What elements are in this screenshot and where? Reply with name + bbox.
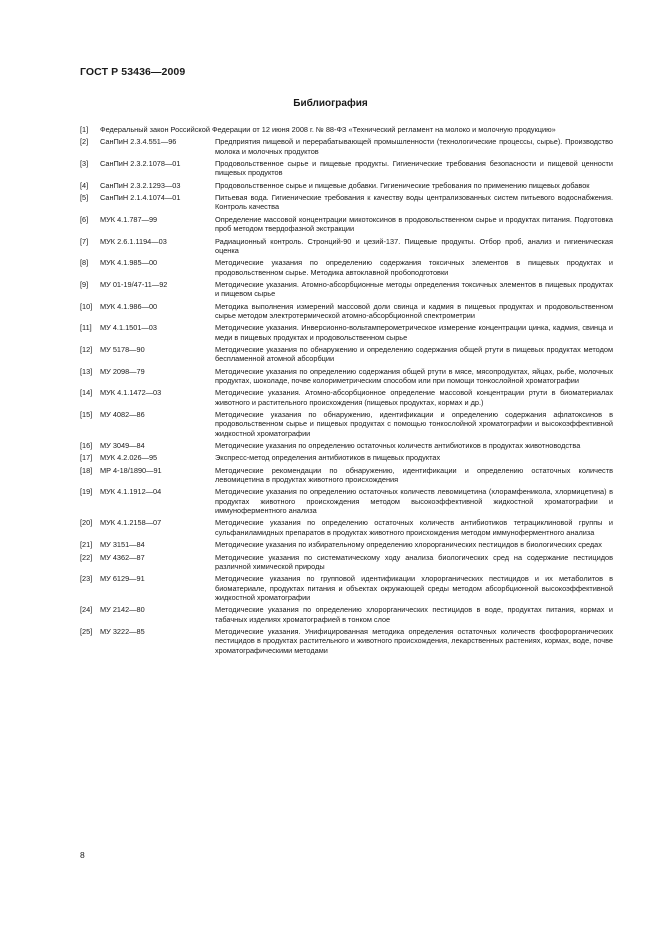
bibliography-entry [80,466,613,485]
entry-number: [21] [80,540,93,550]
bibliography-entry [80,125,613,134]
entry-description: Методические указания по определению содержания общей ртути в мясе, мясопродуктах, яйцах, рыбе, молочных продуктах, шоколаде, почве колориметрическим способом или при помощи тонкослойной хроматографии [215,366,613,385]
entry-code: МУ 4.1.1501—03 [100,323,157,333]
entry-code: СанПиН 2.1.4.1074—01 [100,193,181,203]
entry-description: Методические указания по определению остаточных количеств антибиотиков тетрациклиновой группы и сульфаниламидных препаратов в продуктах животного происхождения методом иммуноферментного анализа [215,518,613,537]
entry-description: Методика выполнения измерений массовой доли свинца и кадмия в пищевых продуктах и продовольственном сырье методом электротермической атомно-абсорбционной спектрометрии [215,301,613,320]
entry-description: Методические указания по определению остаточных количеств левомицетина (хлорамфеникола, хлормицетина) в продуктах животного происхождения методом высокоэффективной жидкостной хроматографии и иммуноферментного анализа [215,487,613,516]
entry-code: СанПиН 2.3.4.551—96 [100,137,177,147]
entry-number: [2] [80,137,89,147]
entry-code: МУ 4362—87 [100,552,145,562]
entry-code: МУ 3222—85 [100,626,145,636]
entry-code: МУ 3151—84 [100,540,145,550]
entry-description: Методические указания по определению остаточных количеств антибиотиков в продуктах животноводства [215,441,581,451]
entry-code: МУК 4.1.2158—07 [100,518,162,528]
entry-description: Методические указания по определению хлорорганических пестицидов в воде, продуктах питания, кормах и табачных изделиях хроматографией в тонком слое [215,605,613,624]
entry-description: Федеральный закон Российской Федерации от 12 июня 2008 г. № 88-ФЗ «Технический регламент на молоко и молочную продукцию» [100,125,556,134]
entry-description: Питьевая вода. Гигиенические требования к качеству воды централизованных систем питьевого водоснабжения. Контроль качества [215,193,613,212]
bibliography-entry [80,410,613,438]
bibliography-entry [80,193,613,212]
entry-description: Методические указания по избирательному определению хлорорганических пестицидов в биологических средах [215,540,602,550]
entry-number: [13] [80,366,93,376]
entry-number: [15] [80,410,93,420]
entry-number: [9] [80,279,89,289]
bibliography-entry [80,540,613,549]
entry-number: [23] [80,574,93,584]
entry-number: [25] [80,626,93,636]
bibliography-entry [80,302,613,321]
entry-number: [14] [80,388,93,398]
entry-number: [5] [80,193,89,203]
bibliography-entry [80,453,613,462]
entry-code: МУ 4082—86 [100,410,145,420]
entry-code: МР 4-18/1890—91 [100,465,162,475]
entry-description: Методические указания. Унифицированная методика определения остаточных количеств фосфорорганических пестицидов в продуктах растительного и животного происхождения, лекарственных растениях, кормах, воде, почве хроматографическими методами [215,626,613,655]
bibliography-entry [80,487,613,515]
bibliography-entry [80,159,613,178]
entry-code: СанПиН 2.3.2.1293—03 [100,180,181,190]
entry-number: [7] [80,236,89,246]
bibliography-entry [80,237,613,256]
bibliography-entry [80,388,613,407]
bibliography-entry [80,553,613,572]
entry-code: МУК 4.2.026—95 [100,453,158,463]
bibliography-entry [80,215,613,234]
entry-code: МУК 4.1.1912—04 [100,487,162,497]
entry-code: МУ 2098—79 [100,366,145,376]
entry-description: Предприятия пищевой и перерабатывающей промышленности (технологические процессы, сырье). Производство молока и молочных продуктов [215,137,613,156]
bibliography-entry [80,367,613,386]
document-header: ГОСТ Р 53436—2009 [80,66,186,78]
bibliography-entry [80,258,613,277]
entry-code: СанПиН 2.3.2.1078—01 [100,159,181,169]
entry-code: МУК 4.1.985—00 [100,258,158,268]
entry-code: МУ 6129—91 [100,574,145,584]
entry-description: Радиационный контроль. Стронций-90 и цезий-137. Пищевые продукты. Отбор проб, анализ и гигиеническая оценка [215,236,613,255]
entry-description: Продовольственное сырье и пищевые добавки. Гигиенические требования по применению пищевых добавок [215,180,590,190]
entry-number: [24] [80,605,93,615]
entry-number: [11] [80,323,92,333]
bibliography-entry [80,181,613,190]
entry-number: [6] [80,214,89,224]
entry-code: МУК 2.6.1.1194—03 [100,236,167,246]
entry-number: [17] [80,453,93,463]
entry-number: [1] [80,125,89,134]
entry-code: МУ 01-19/47-11—92 [100,279,168,289]
entry-code: МУ 5178—90 [100,344,145,354]
bibliography-entry [80,518,613,537]
bibliography-entry [80,137,613,156]
entry-description: Методические указания по систематическому ходу анализа биологических сред на содержание пестицидов различной химической природы [215,552,613,571]
entry-number: [3] [80,159,89,169]
page-number: 8 [80,850,85,860]
entry-number: [4] [80,180,89,190]
entry-description: Методические указания. Инверсионно-вольтамперометрическое измерение концентрации цинка, кадмия, свинца и меди в пищевых продуктах и продовольственном сырье [215,323,613,342]
bibliography-entry [80,441,613,450]
entry-description: Методические указания по определению содержания токсичных элементов в пищевых продуктах и продовольственном сырье. Методика автоклавной пробоподготовки [215,258,613,277]
bibliography-entry [80,605,613,624]
entry-description: Методические указания. Атомно-абсорбционные методы определения токсичных элементов в пищевых продуктах и пищевом сырье [215,279,613,299]
entry-description: Методические указания по обнаружению, идентификации и определению содержания афлатоксинов в продовольственном сырье и пищевых продуктах с помощью тонкослойной хроматографии и высокоэффективной жидкостной хроматографии [215,410,613,438]
bibliography-list [80,125,613,658]
entry-code: МУ 3049—84 [100,441,145,451]
bibliography-entry [80,280,613,299]
entry-code: МУ 2142—80 [100,605,145,615]
entry-code: МУК 4.1.787—99 [100,214,158,224]
bibliography-entry [80,574,613,602]
entry-code: МУК 4.1.1472—03 [100,388,162,398]
entry-number: [10] [80,301,93,311]
bibliography-title: Библиография [293,98,368,109]
bibliography-entry [80,323,613,342]
entry-description: Продовольственное сырье и пищевые продукты. Гигиенические требования безопасности и пищевой ценности пищевых продуктов [215,159,613,178]
entry-number: [8] [80,258,89,268]
entry-description: Определение массовой концентрации микотоксинов в продовольственном сырье и продуктах питания. Подготовка проб методом твердофазной экстракции [215,214,613,234]
entry-description: Методические рекомендации по обнаружению, идентификации и определению остаточных количеств левомицетина в продуктах животного происхождения [215,465,613,485]
entry-code: МУК 4.1.986—00 [100,301,158,311]
entry-number: [22] [80,552,93,562]
entry-number: [18] [80,465,93,475]
entry-description: Методические указания. Атомно-абсорбционное определение массовой концентрации ртути в биоматериалах животного и растительного происхождения (пищевых продуктах, кормах и др.) [215,388,613,407]
entry-number: [12] [80,344,93,354]
entry-description: Методические указания по обнаружению и определению содержания общей ртути в пищевых продуктах методом беспламенной атомной абсорбции [215,344,613,364]
bibliography-entry [80,345,613,364]
entry-description: Экспресс-метод определения антибиотиков в пищевых продуктах [215,453,441,463]
entry-description: Методические указания по групповой идентификации хлорорганических пестицидов и их метаболитов в биоматериале, продуктах питания и объектах окружающей среды методом абсорбционной высокоэффективной жидкостной хроматографии [215,574,613,602]
entry-number: [20] [80,518,93,528]
entry-number: [19] [80,487,93,497]
bibliography-entry [80,627,613,655]
entry-number: [16] [80,441,93,451]
